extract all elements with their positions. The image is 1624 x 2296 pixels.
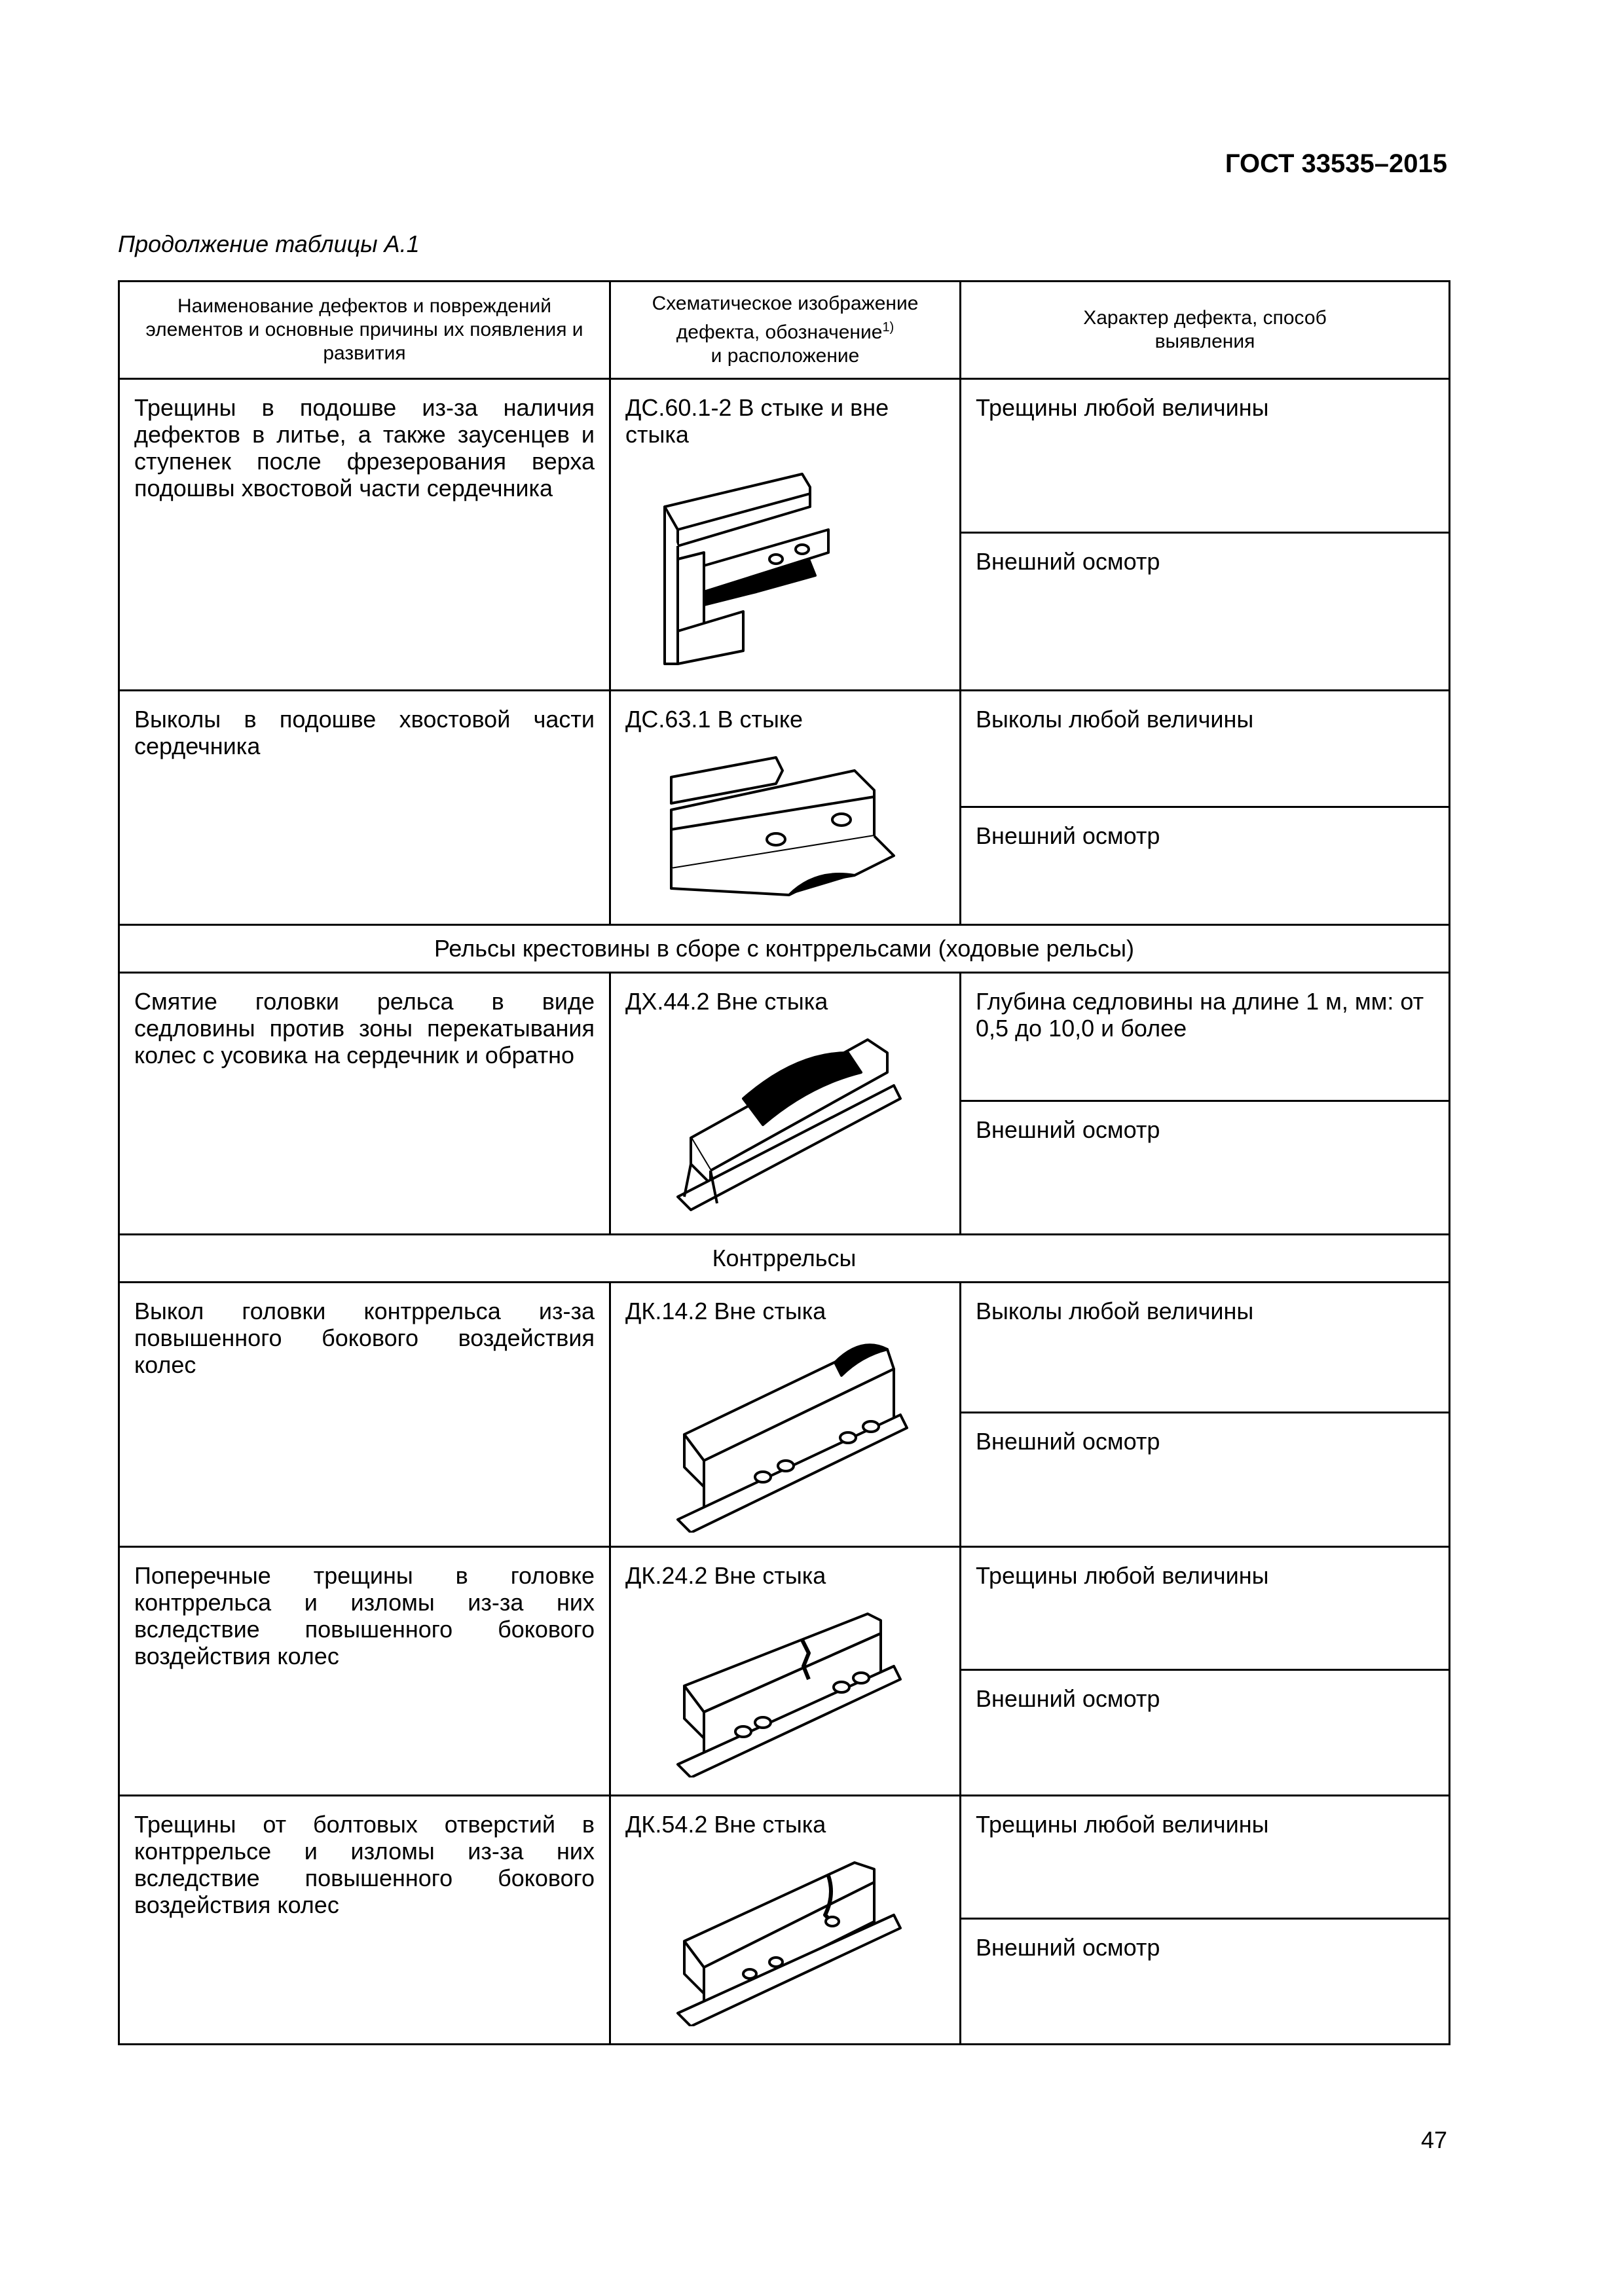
defect-code: ДС.60.1-2 В стыке и вне стыка bbox=[625, 394, 889, 448]
defect-character: Выколы любой величины bbox=[961, 1283, 1449, 1413]
defect-character-cell bbox=[961, 379, 1450, 691]
detection-method: Внешний осмотр bbox=[976, 822, 1160, 849]
defect-character: Глубина седловины на длине 1 м, мм: от 0,5 до 10,0 и более bbox=[961, 974, 1449, 1102]
checkrail-bolthole-crack-figure bbox=[652, 1850, 913, 2026]
defect-character: Трещины любой величины bbox=[961, 1796, 1449, 1920]
checkrail-transverse-crack-figure bbox=[652, 1601, 913, 1777]
defect-character-cell bbox=[961, 1547, 1450, 1796]
defect-schematic-cell bbox=[610, 1796, 961, 2045]
defect-character: Трещины любой величины bbox=[961, 1548, 1449, 1671]
detection-method: Внешний осмотр bbox=[976, 1934, 1160, 1961]
defect-schematic-cell bbox=[610, 379, 961, 691]
frog-tail-crack-figure bbox=[638, 467, 835, 677]
defect-description: Поперечные трещины в головке контррельса и изломы из-за них вследствие повышенного бокового воздействия колес bbox=[119, 1547, 610, 1796]
page-number: 47 bbox=[1420, 2126, 1447, 2153]
defect-description: Выкол головки контррельса из-за повышенного бокового воздействия колес bbox=[119, 1283, 610, 1547]
section-title: Рельсы крестовины в сборе с контррельсами (ходовые рельсы) bbox=[119, 925, 1450, 973]
defect-character: Выколы любой величины bbox=[961, 691, 1449, 808]
header-defect-name: Наименование дефектов и повреждений элементов и основные причины их появления и развития bbox=[119, 282, 610, 379]
rail-saddle-figure bbox=[652, 1027, 913, 1216]
defect-code: ДХ.44.2 Вне стыка bbox=[625, 988, 828, 1015]
defects-table bbox=[118, 280, 1450, 2045]
section-title: Контррельсы bbox=[119, 1235, 1450, 1283]
header-character: Характер дефекта, способ выявления bbox=[961, 282, 1450, 379]
table-row bbox=[119, 1547, 1450, 1796]
standard-number: ГОСТ 33535–2015 bbox=[1225, 149, 1447, 178]
defect-code: ДК.14.2 Вне стыка bbox=[625, 1298, 826, 1324]
defect-character: Трещины любой величины bbox=[961, 380, 1449, 534]
checkrail-head-chip-figure bbox=[652, 1336, 913, 1533]
defect-description: Трещины в подошве из-за наличия дефектов в литье, а также заусенцев и ступенек после фрезерования верха подошвы хвостовой части сердечника bbox=[119, 379, 610, 691]
detection-method: Внешний осмотр bbox=[976, 1428, 1160, 1455]
defect-code: ДК.54.2 Вне стыка bbox=[625, 1811, 826, 1838]
detection-method: Внешний осмотр bbox=[976, 1685, 1160, 1712]
table-row bbox=[119, 691, 1450, 925]
header-schematic-tail: и расположение bbox=[710, 345, 860, 367]
defect-schematic-cell bbox=[610, 1547, 961, 1796]
defect-code: ДК.24.2 Вне стыка bbox=[625, 1562, 826, 1589]
defect-description: Смятие головки рельса в виде седловины против зоны перекатывания колес с усовика на сердечник и обратно bbox=[119, 973, 610, 1235]
detection-method: Внешний осмотр bbox=[976, 548, 1160, 575]
detection-method: Внешний осмотр bbox=[976, 1116, 1160, 1143]
frog-base-chip-figure bbox=[658, 744, 920, 908]
table-row bbox=[119, 1796, 1450, 2045]
defect-description: Трещины от болтовых отверстий в контррельсе и изломы из-за них вследствие повышенного бокового воздействия колес bbox=[119, 1796, 610, 2045]
table-row bbox=[119, 379, 1450, 691]
header-schematic bbox=[610, 282, 961, 379]
footnote-marker: 1) bbox=[882, 320, 895, 335]
defect-schematic-cell bbox=[610, 973, 961, 1235]
section-row bbox=[119, 1235, 1450, 1283]
defect-schematic-cell bbox=[610, 1283, 961, 1547]
section-row bbox=[119, 925, 1450, 973]
defect-character-cell bbox=[961, 1796, 1450, 2045]
table-row bbox=[119, 1283, 1450, 1547]
defect-schematic-cell bbox=[610, 691, 961, 925]
defect-character-cell bbox=[961, 1283, 1450, 1547]
table-continuation-caption: Продолжение таблицы А.1 bbox=[118, 230, 420, 257]
table-header-row bbox=[119, 282, 1450, 379]
defect-character-cell bbox=[961, 691, 1450, 925]
defect-character-cell bbox=[961, 973, 1450, 1235]
defect-description: Выколы в подошве хвостовой части сердечника bbox=[119, 691, 610, 925]
defect-code: ДС.63.1 В стыке bbox=[625, 706, 803, 733]
header-schematic-main: Схематическое изображение дефекта, обозначение bbox=[652, 293, 919, 343]
table-row bbox=[119, 973, 1450, 1235]
